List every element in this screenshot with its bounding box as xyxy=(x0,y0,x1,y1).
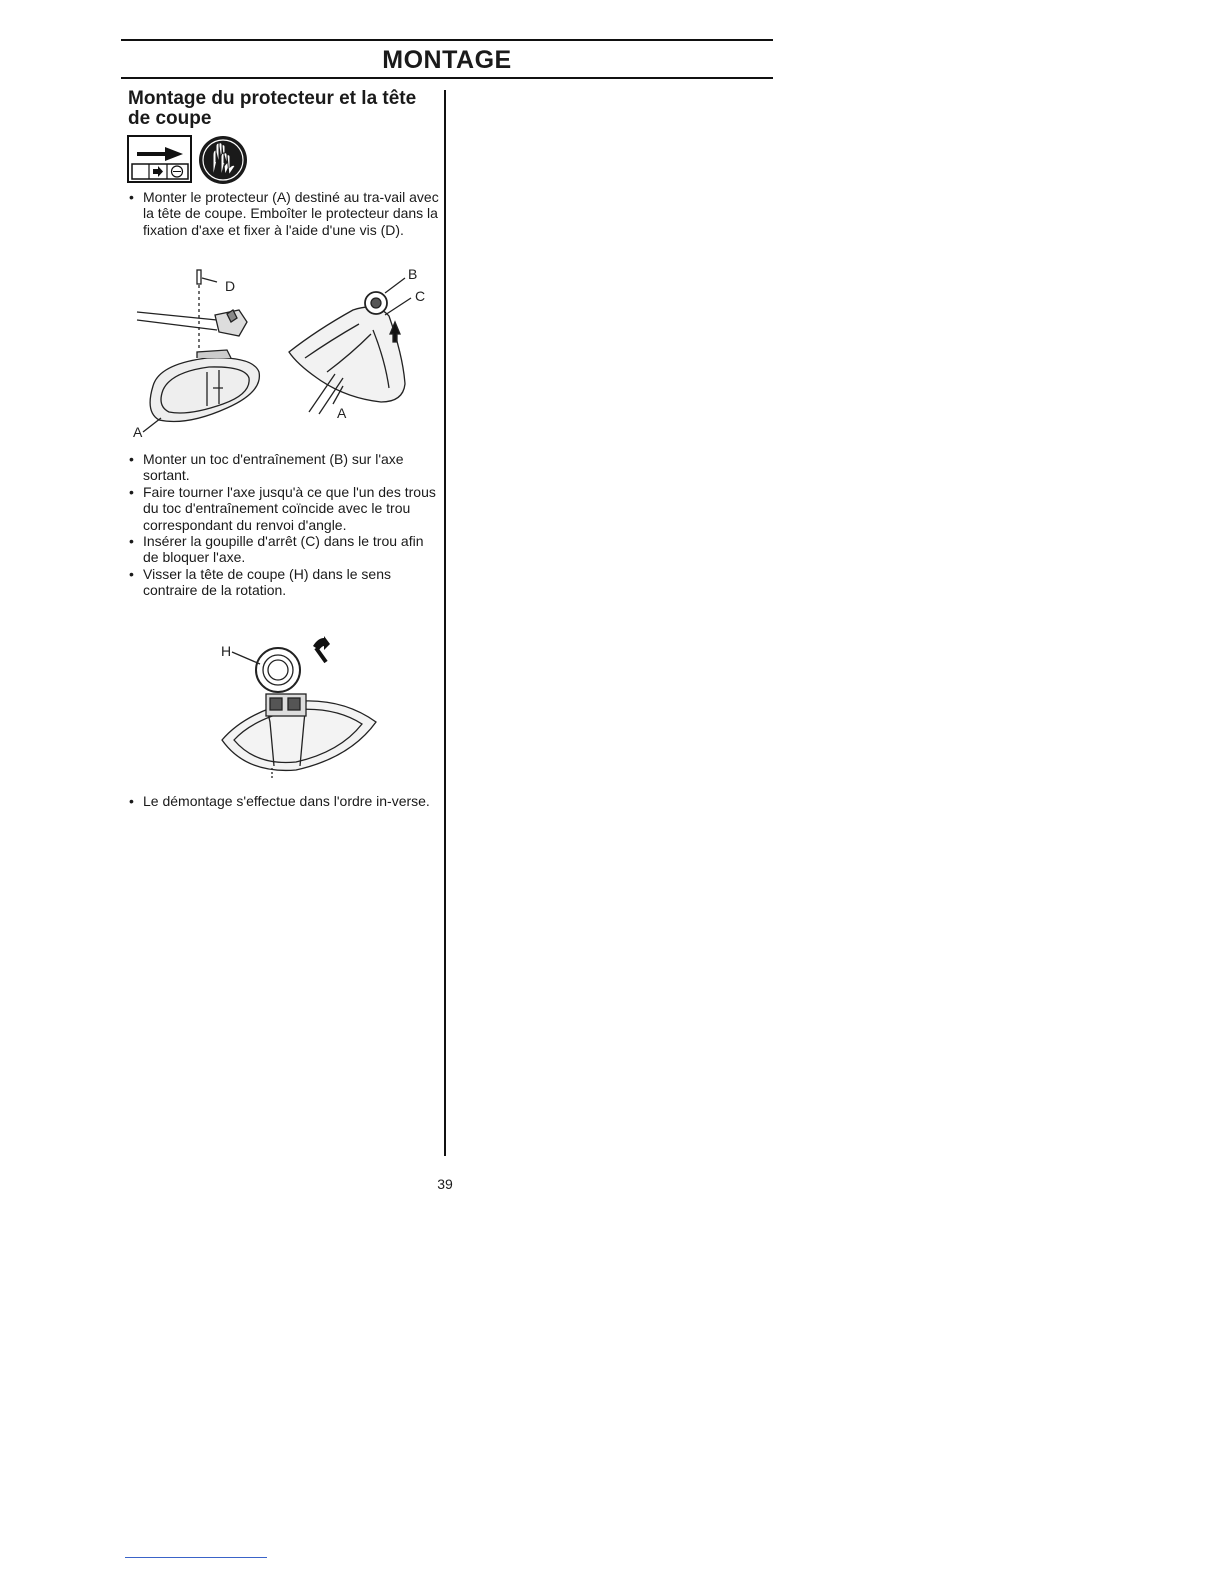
safety-icons xyxy=(127,135,257,192)
guard-left-illustration xyxy=(137,270,259,432)
label-a-left: A xyxy=(133,424,143,440)
instruction-list-1 xyxy=(129,189,439,238)
instruction-list-2 xyxy=(129,451,439,599)
list-item: • Visser la tête de coupe (H) dans le sens contraire de la rotation. xyxy=(129,566,439,599)
label-d: D xyxy=(225,278,236,294)
manual-arrow-icon xyxy=(128,136,191,182)
list-item: • Faire tourner l'axe jusqu'à ce que l'un des trous du toc d'entraînement coïncide avec le trou correspondant du renvoi d'angle. xyxy=(129,484,439,533)
label-b: B xyxy=(408,266,418,282)
cutting-head-illustration xyxy=(222,648,376,778)
list-item: • Monter un toc d'entraînement (B) sur l'axe sortant. xyxy=(129,451,439,484)
label-c: C xyxy=(415,288,426,304)
list-item: • Le démontage s'effectue dans l'ordre in-verse. xyxy=(129,793,439,809)
list-item: • Monter le protecteur (A) destiné au tra-vail avec la tête de coupe. Emboîter le protecteur dans la fixation d'axe et fixer à l'aide d'une vis (D). xyxy=(129,189,439,238)
label-a-right: A xyxy=(337,405,347,421)
rotation-arrow-tail xyxy=(316,648,326,662)
column-divider xyxy=(444,90,446,1156)
rotation-arrow-icon xyxy=(313,636,330,650)
figure-guard-mounting xyxy=(127,260,432,450)
label-h: H xyxy=(221,643,232,659)
header-rule-bottom xyxy=(121,77,773,79)
list-item: • Insérer la goupille d'arrêt (C) dans le trou afin de bloquer l'axe. xyxy=(129,533,439,566)
guard-right-illustration xyxy=(289,278,411,414)
page-header-title: MONTAGE xyxy=(382,46,512,74)
header-rule-top xyxy=(121,39,773,41)
section-title: Montage du protecteur et la tête de coupe xyxy=(128,88,417,129)
page-number: 39 xyxy=(437,1176,453,1192)
footer-link-underline xyxy=(125,1557,267,1558)
protective-gloves-icon xyxy=(199,136,247,184)
figure-cutting-head xyxy=(200,636,390,783)
instruction-list-3 xyxy=(129,793,439,809)
